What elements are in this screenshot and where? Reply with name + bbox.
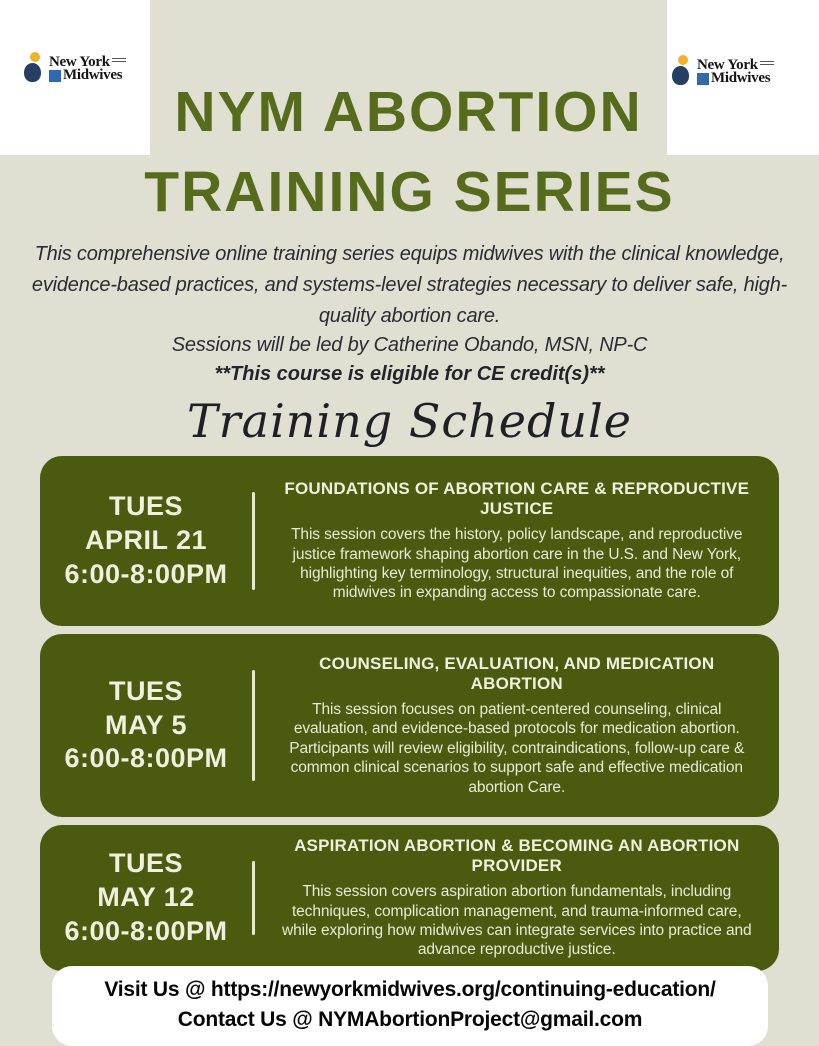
session-date: MAY 5	[104, 709, 188, 740]
intro-section	[30, 239, 790, 386]
page-title-line2: TRAINING SERIES	[144, 160, 675, 224]
session-title: ASPIRATION ABORTION & BECOMING AN ABORTION PROVIDER	[294, 836, 740, 876]
schedule-cards	[40, 456, 779, 971]
header-title-block	[150, 0, 667, 155]
session-time: 6:00-8:00PM	[64, 558, 228, 589]
session-datetime	[40, 490, 252, 591]
logo-tagline-marks	[760, 61, 774, 67]
session-date: MAY 12	[97, 882, 195, 913]
session-details	[255, 654, 780, 797]
nym-logo-mark-icon	[24, 52, 46, 86]
intro-ce-note: **This course is eligible for CE credit(s)**	[214, 363, 605, 385]
session-card-may-12	[40, 825, 779, 971]
logo-line2: Midwives	[63, 67, 123, 83]
nym-logo-left	[24, 52, 126, 86]
session-datetime	[40, 847, 252, 948]
logo-yellow-dot-icon	[678, 55, 688, 65]
logo-text	[697, 56, 774, 86]
session-card-april-21	[40, 456, 779, 626]
session-description: This session covers the history, policy landscape, and reproductive justice framework shaping abortion care in the U.S. and New York, highlighting key terminology, structural inequities, and the role of midwives in expanding access to compassionate care.	[291, 526, 743, 602]
session-title: COUNSELING, EVALUATION, AND MEDICATION ABORTION	[319, 654, 715, 694]
session-card-may-5	[40, 634, 779, 817]
schedule-heading: Training Schedule	[187, 394, 632, 448]
session-description: This session focuses on patient-centered counseling, clinical evaluation, and evidence-based protocols for medication abortion. Participants will review eligibility, contraindications, follow-up care & common clinical scenarios to support safe and effective medication abortion Care.	[289, 701, 745, 796]
session-day: TUES	[108, 675, 183, 706]
logo-blue-square-icon	[697, 73, 709, 85]
logo-line1: New York	[49, 53, 110, 70]
logo-text	[49, 53, 126, 83]
nym-logo-right	[672, 55, 774, 89]
intro-led-by: Sessions will be led by Catherine Obando, MSN, NP-C	[171, 334, 648, 356]
logo-navy-dot-icon	[672, 66, 689, 85]
header-band	[0, 0, 819, 155]
footer-contact-email: Contact Us @ NYMAbortionProject@gmail.com	[177, 1008, 643, 1032]
footer-contact-box	[52, 966, 768, 1046]
session-description: This session covers aspiration abortion fundamentals, including techniques, complication management, and trauma-informed care, while exploring how midwives can integrate services into practice and advance reproductive justice.	[281, 883, 752, 959]
nym-logo-mark-icon	[672, 55, 694, 89]
logo-line1: New York	[697, 56, 758, 73]
session-title: FOUNDATIONS OF ABORTION CARE & REPRODUCTIVE JUSTICE	[284, 479, 750, 519]
logo-blue-square-icon	[49, 70, 61, 82]
session-day: TUES	[108, 491, 183, 522]
footer-visit-url: Visit Us @ https://newyorkmidwives.org/continuing-education/	[104, 978, 716, 1001]
session-details	[255, 479, 780, 603]
session-datetime	[40, 675, 252, 776]
session-day: TUES	[108, 848, 183, 879]
logo-navy-dot-icon	[24, 63, 41, 82]
logo-line2: Midwives	[711, 70, 771, 86]
logo-tagline-marks	[112, 58, 126, 64]
session-details	[255, 836, 780, 960]
intro-paragraph: This comprehensive online training series equips midwives with the clinical knowledge, evidence-based practices, and systems-level strategies necessary to deliver safe, high-quality abortion care.	[31, 243, 788, 327]
session-date: APRIL 21	[84, 525, 208, 556]
page-title-line2-wrap	[0, 159, 819, 225]
page-title-line1: NYM ABORTION	[174, 80, 643, 144]
logo-yellow-dot-icon	[30, 52, 40, 62]
session-time: 6:00-8:00PM	[64, 743, 228, 774]
session-time: 6:00-8:00PM	[64, 915, 228, 946]
